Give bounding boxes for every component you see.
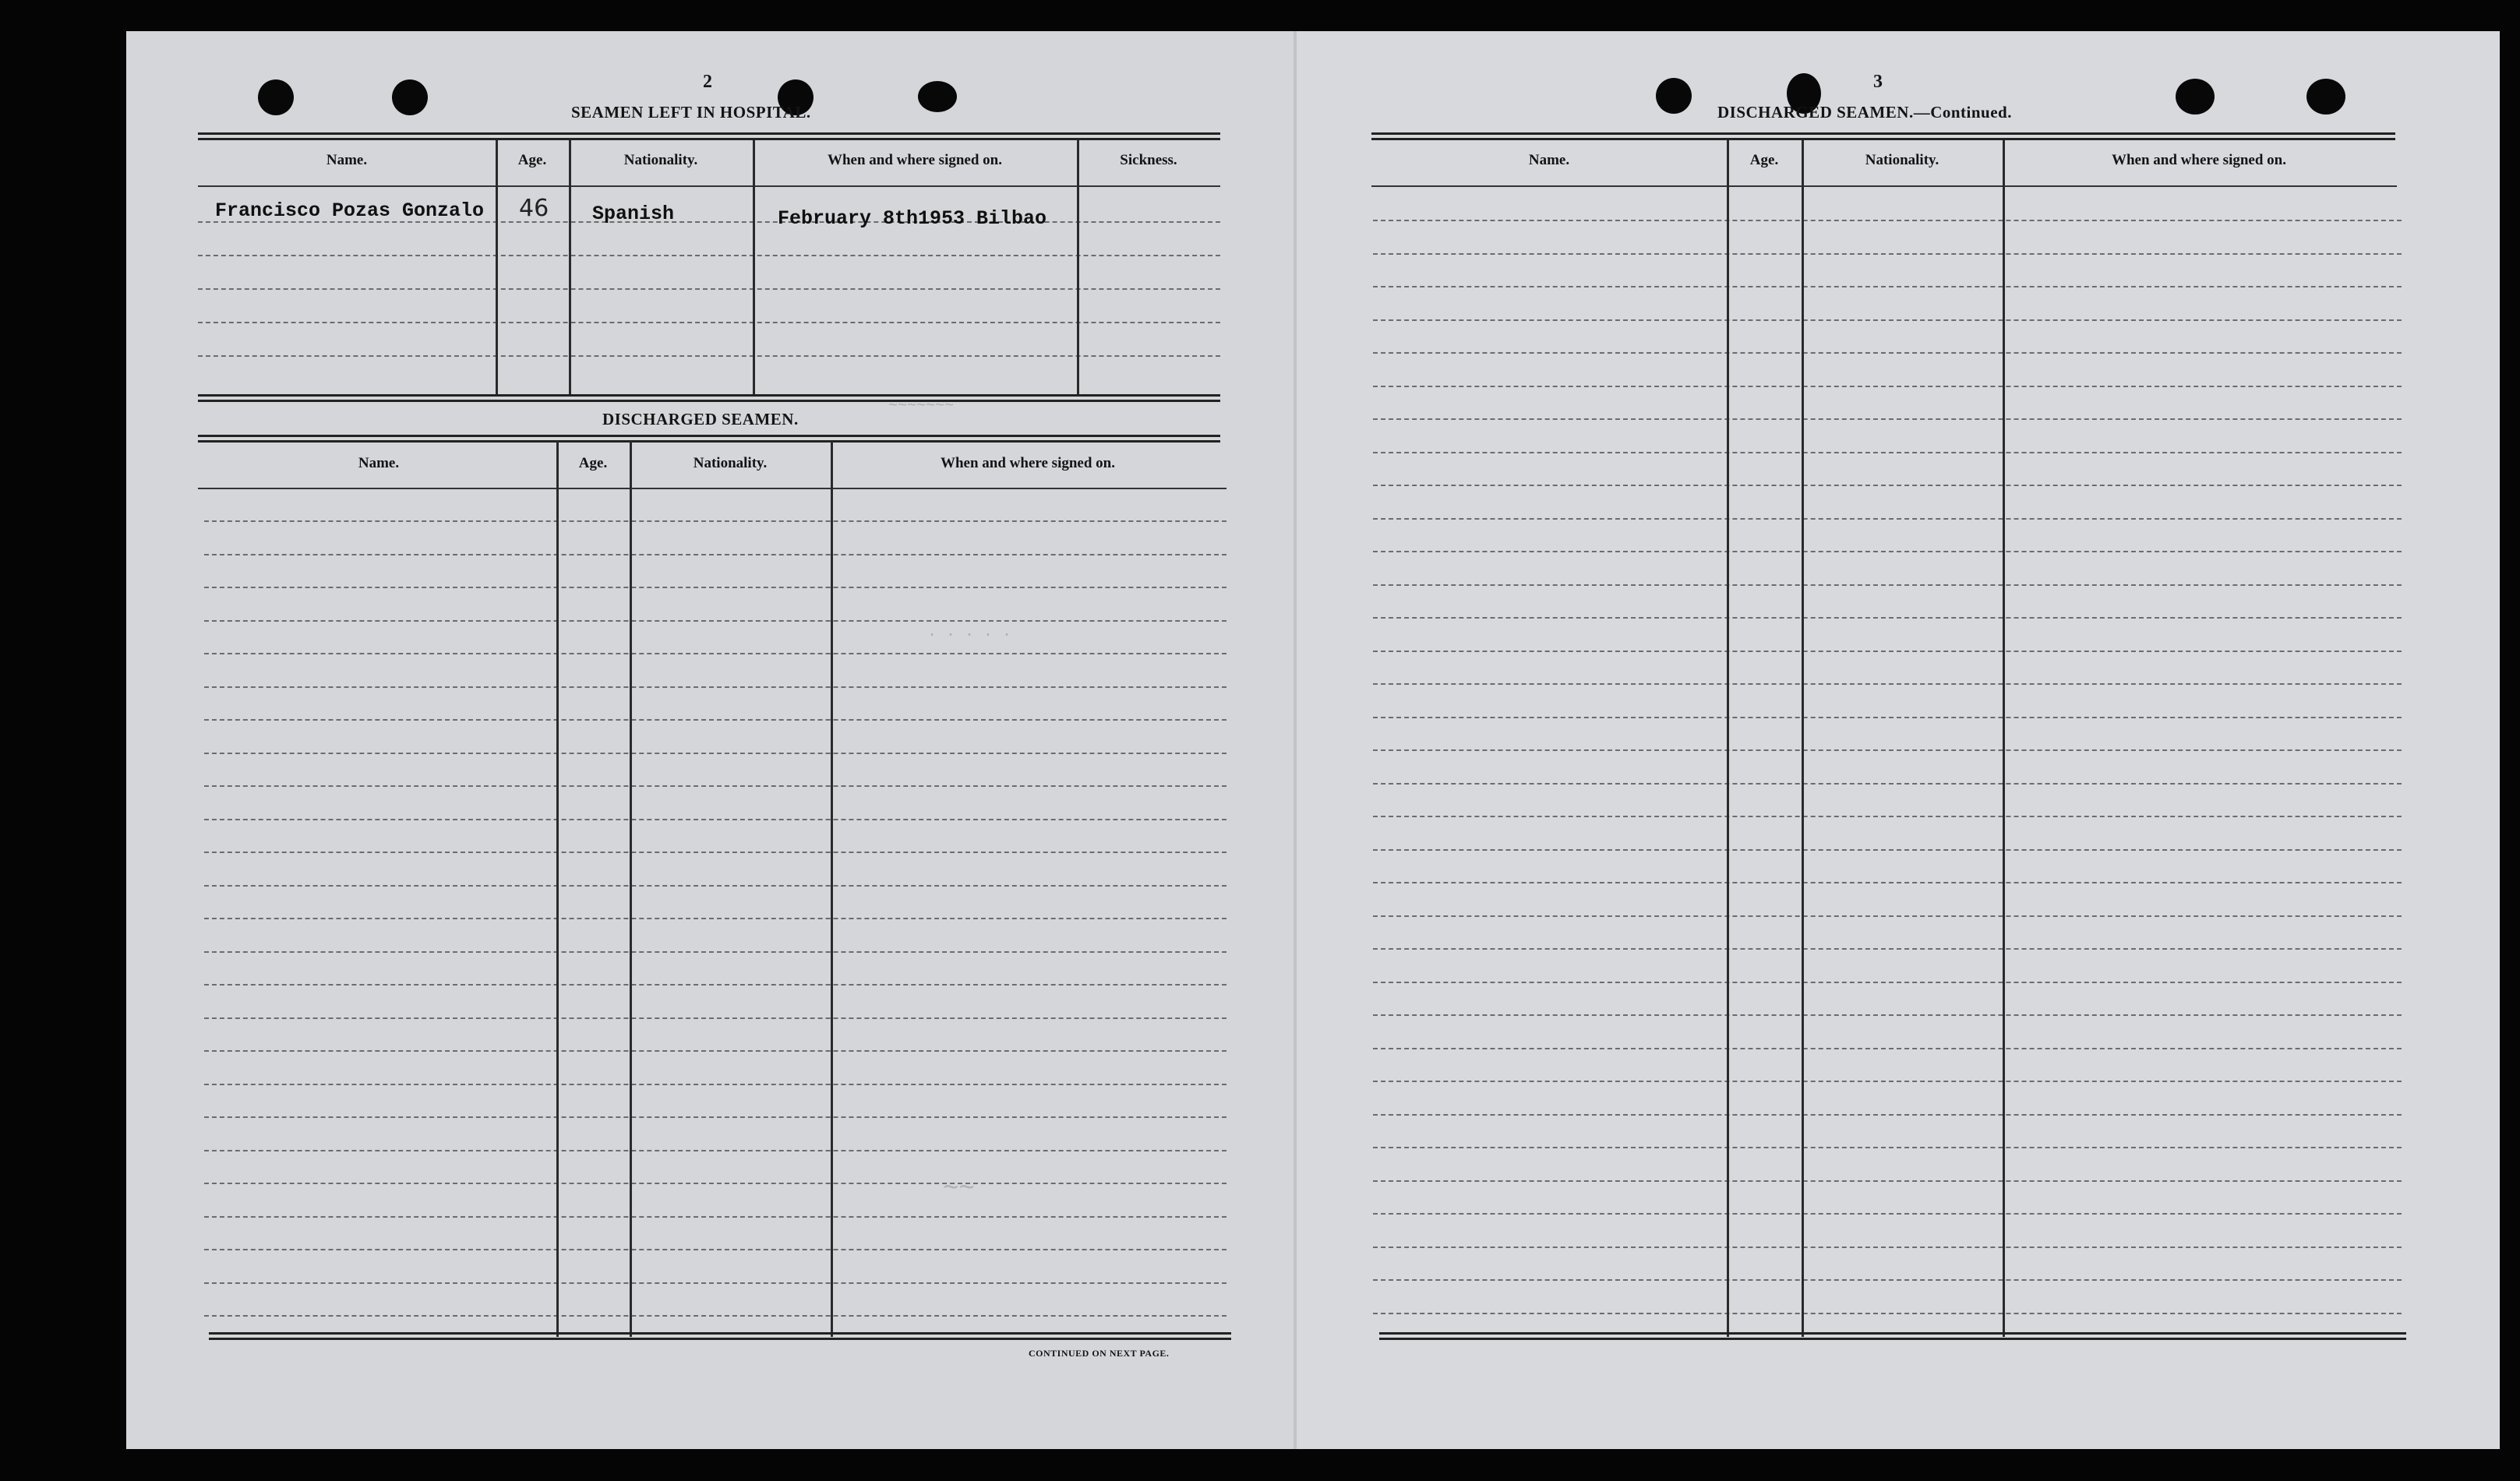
- ruled-line: [1373, 1147, 2402, 1148]
- hospital-age-value: 46: [519, 195, 549, 222]
- ruled-line: [1373, 617, 2402, 619]
- ruled-line: [204, 1050, 1226, 1052]
- ruled-line: [1373, 1048, 2402, 1049]
- discharged-col-age: Age.: [578, 455, 608, 471]
- ruled-line: [204, 1216, 1226, 1218]
- ruled-line: [1373, 948, 2402, 950]
- ruled-line: [1373, 882, 2402, 883]
- ruled-line: [204, 1282, 1226, 1284]
- ruled-line: [204, 984, 1226, 986]
- hospital-col-sickness: Sickness.: [1120, 152, 1177, 168]
- page-fold: [1294, 31, 1297, 1449]
- discharged-bottom-rule: [209, 1332, 1231, 1340]
- right-col-divider: [1727, 140, 1729, 1337]
- ruled-line: [204, 753, 1226, 754]
- ruled-line: [1373, 1213, 2402, 1215]
- ruled-line: [204, 1116, 1226, 1118]
- bleed-through-mark: ~~~~~~~: [888, 397, 955, 415]
- ruled-line: [1373, 551, 2402, 552]
- ruled-line: [1373, 717, 2402, 718]
- discharged-col-divider: [556, 441, 559, 1337]
- ruled-line: [204, 653, 1226, 654]
- ruled-line: [204, 686, 1226, 688]
- punch-hole-icon: [918, 81, 957, 112]
- right-bottom-rule: [1379, 1332, 2406, 1340]
- hospital-header-rule: [198, 185, 1220, 187]
- ruled-line: [204, 1183, 1226, 1184]
- ruled-line: [1373, 982, 2402, 983]
- right-col-signed-on: When and where signed on.: [2111, 152, 2286, 168]
- discharged-section-title: DISCHARGED SEAMEN.: [602, 410, 799, 428]
- hospital-row-line: [198, 355, 1220, 357]
- right-page: [1295, 31, 2500, 1449]
- hospital-col-name: Name.: [326, 152, 368, 168]
- ruled-line: [1373, 452, 2402, 453]
- bleed-through-mark: . . . . .: [927, 623, 1012, 641]
- ruled-line: [1373, 352, 2402, 354]
- ruled-line: [204, 1017, 1226, 1019]
- discharged-col-signed-on: When and where signed on.: [940, 455, 1115, 471]
- hospital-col-divider: [753, 140, 755, 396]
- ruled-line: [204, 885, 1226, 887]
- ruled-line: [1373, 749, 2402, 751]
- hospital-col-nationality: Nationality.: [623, 152, 698, 168]
- discharged-col-divider: [831, 441, 833, 1337]
- ruled-line: [1373, 485, 2402, 486]
- hospital-top-rule: [198, 132, 1220, 140]
- ruled-line: [204, 520, 1226, 522]
- ruled-line: [204, 785, 1226, 787]
- ruled-line: [1373, 1180, 2402, 1182]
- ruled-line: [1373, 286, 2402, 287]
- ruled-line: [204, 554, 1226, 555]
- discharged-header-rule: [198, 488, 1226, 489]
- ruled-line: [1373, 418, 2402, 420]
- punch-hole-icon: [2306, 79, 2345, 115]
- page-number: 3: [1873, 72, 1883, 92]
- ruled-line: [204, 1249, 1226, 1250]
- right-col-age: Age.: [1749, 152, 1779, 168]
- ruled-line: [1373, 1279, 2402, 1281]
- ruled-line: [1373, 1081, 2402, 1082]
- hospital-col-divider: [569, 140, 571, 396]
- punch-hole-icon: [1656, 78, 1692, 114]
- right-col-divider: [1802, 140, 1804, 1337]
- ruled-line: [1373, 220, 2402, 221]
- ruled-line: [204, 1084, 1226, 1085]
- hospital-bottom-rule: [198, 394, 1220, 402]
- ruled-line: [204, 852, 1226, 853]
- ruled-line: [1373, 683, 2402, 685]
- right-col-name: Name.: [1528, 152, 1570, 168]
- ruled-line: [1373, 386, 2402, 387]
- hospital-section-title: SEAMEN LEFT IN HOSPITAL.: [571, 103, 811, 122]
- ruled-line: [204, 951, 1226, 953]
- ruled-line: [1373, 651, 2402, 652]
- right-top-rule: [1371, 132, 2395, 140]
- right-col-nationality: Nationality.: [1865, 152, 1939, 168]
- hospital-row-line: [198, 255, 1220, 256]
- hospital-col-divider: [1077, 140, 1079, 396]
- ruled-line: [1373, 253, 2402, 255]
- discharged-col-nationality: Nationality.: [693, 455, 768, 471]
- ruled-line: [1373, 1313, 2402, 1314]
- bleed-through-mark: ~~: [943, 1175, 975, 1204]
- right-col-divider: [2003, 140, 2005, 1337]
- ruled-line: [1373, 849, 2402, 851]
- hospital-col-divider: [496, 140, 498, 396]
- hospital-col-age: Age.: [517, 152, 547, 168]
- left-page: [126, 31, 1295, 1449]
- ruled-line: [1373, 1014, 2402, 1016]
- ruled-line: [204, 1150, 1226, 1151]
- ruled-line: [204, 918, 1226, 919]
- punch-hole-icon: [2176, 79, 2215, 115]
- ruled-line: [204, 719, 1226, 721]
- ruled-line: [1373, 783, 2402, 785]
- continued-note: CONTINUED ON NEXT PAGE.: [1029, 1348, 1170, 1359]
- right-header-rule: [1371, 185, 2397, 187]
- hospital-col-signed-on: When and where signed on.: [827, 152, 1002, 168]
- discharged-col-divider: [630, 441, 632, 1337]
- hospital-nationality-value: Spanish: [592, 203, 675, 225]
- hospital-name-value: Francisco Pozas Gonzalo: [215, 199, 485, 222]
- ruled-line: [1373, 1114, 2402, 1116]
- ruled-line: [204, 620, 1226, 622]
- ruled-line: [1373, 319, 2402, 321]
- hospital-row-line: [198, 322, 1220, 323]
- discharged-col-name: Name.: [358, 455, 400, 471]
- page-number: 2: [703, 72, 712, 92]
- ruled-line: [1373, 915, 2402, 917]
- ruled-line: [204, 819, 1226, 820]
- punch-hole-icon: [392, 79, 428, 115]
- ruled-line: [1373, 1247, 2402, 1248]
- ruled-line: [1373, 584, 2402, 586]
- hospital-row-line: [198, 288, 1220, 290]
- ruled-line: [204, 1315, 1226, 1317]
- ruled-line: [204, 587, 1226, 588]
- punch-hole-icon: [258, 79, 294, 115]
- ruled-line: [1373, 518, 2402, 520]
- discharged-top-rule: [198, 435, 1220, 443]
- discharged-continued-title: DISCHARGED SEAMEN.—Continued.: [1717, 103, 2012, 122]
- hospital-signed-on-value: February 8th1953 Bilbao: [778, 207, 1047, 230]
- ruled-line: [1373, 816, 2402, 817]
